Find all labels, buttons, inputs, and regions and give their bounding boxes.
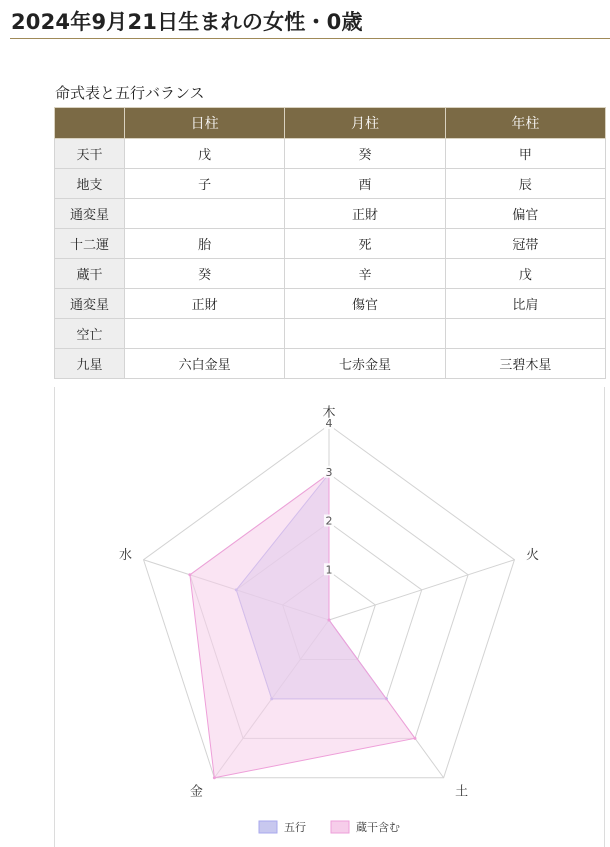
table-row bbox=[55, 289, 606, 319]
row-label: 空亡 bbox=[55, 319, 125, 349]
table-cell: 比肩 bbox=[445, 289, 605, 319]
axis-spoke bbox=[329, 560, 514, 620]
category-label: 水 bbox=[119, 548, 133, 564]
table-cell: 七赤金星 bbox=[285, 349, 445, 379]
table-row bbox=[55, 349, 606, 379]
row-label: 蔵干 bbox=[55, 259, 125, 289]
column-header-year: 年柱 bbox=[445, 108, 605, 139]
series-point bbox=[328, 619, 331, 622]
table-cell: 正財 bbox=[125, 289, 285, 319]
column-header-day: 日柱 bbox=[125, 108, 285, 139]
category-label: 木 bbox=[322, 405, 336, 421]
table-cell: 癸 bbox=[125, 259, 285, 289]
legend-swatch bbox=[259, 821, 277, 833]
row-label: 十二運 bbox=[55, 229, 125, 259]
tick-label: 2 bbox=[325, 514, 333, 528]
table-cell: 酉 bbox=[285, 169, 445, 199]
table-cell: 冠帯 bbox=[445, 229, 605, 259]
table-cell bbox=[125, 199, 285, 229]
table-row bbox=[55, 319, 606, 349]
category-label: 土 bbox=[455, 784, 469, 800]
table-row bbox=[55, 259, 606, 289]
table-cell: 胎 bbox=[125, 229, 285, 259]
title-divider bbox=[10, 38, 610, 39]
legend-label: 蔵干含む bbox=[356, 821, 400, 834]
category-label: 火 bbox=[525, 548, 539, 564]
section-title: 命式表と五行バランス bbox=[55, 84, 205, 102]
series-point bbox=[188, 573, 191, 576]
category-label: 金 bbox=[189, 784, 203, 800]
tick-label: 4 bbox=[325, 417, 333, 430]
table-row bbox=[55, 229, 606, 259]
column-header-month: 月柱 bbox=[285, 108, 445, 139]
table-cell: 死 bbox=[285, 229, 445, 259]
table-cell: 偏官 bbox=[445, 199, 605, 229]
table-cell: 三碧木星 bbox=[445, 349, 605, 379]
row-label: 通変星 bbox=[55, 289, 125, 319]
legend-swatch bbox=[331, 821, 349, 833]
gogyo-radar-chart bbox=[55, 387, 606, 840]
table-row bbox=[55, 199, 606, 229]
table-cell: 六白金星 bbox=[125, 349, 285, 379]
row-label: 地支 bbox=[55, 169, 125, 199]
row-label: 天干 bbox=[55, 139, 125, 169]
table-cell bbox=[285, 319, 445, 349]
table-cell: 戊 bbox=[125, 139, 285, 169]
tick-label: 3 bbox=[325, 465, 333, 479]
table-cell: 戊 bbox=[445, 259, 605, 289]
table-cell: 甲 bbox=[445, 139, 605, 169]
row-label: 通変星 bbox=[55, 199, 125, 229]
table-cell: 辰 bbox=[445, 169, 605, 199]
table-row bbox=[55, 139, 606, 169]
series-area-2 bbox=[190, 474, 415, 778]
table-cell: 辛 bbox=[285, 259, 445, 289]
table-cell: 癸 bbox=[285, 139, 445, 169]
table-cell: 正財 bbox=[285, 199, 445, 229]
table-cell bbox=[445, 319, 605, 349]
meishiki-table bbox=[54, 107, 606, 379]
tick-label: 1 bbox=[325, 563, 333, 577]
legend-label: 五行 bbox=[284, 821, 306, 834]
table-cell: 子 bbox=[125, 169, 285, 199]
page-title: 2024年9月21日生まれの女性・0歳 bbox=[11, 10, 363, 34]
series-point bbox=[213, 776, 216, 779]
table-header-row bbox=[55, 108, 606, 139]
table-cell: 傷官 bbox=[285, 289, 445, 319]
row-label: 九星 bbox=[55, 349, 125, 379]
table-row bbox=[55, 169, 606, 199]
table-cell bbox=[125, 319, 285, 349]
gogyo-chart-container bbox=[54, 387, 605, 847]
series-point bbox=[413, 737, 416, 740]
table-corner-cell bbox=[55, 108, 125, 139]
